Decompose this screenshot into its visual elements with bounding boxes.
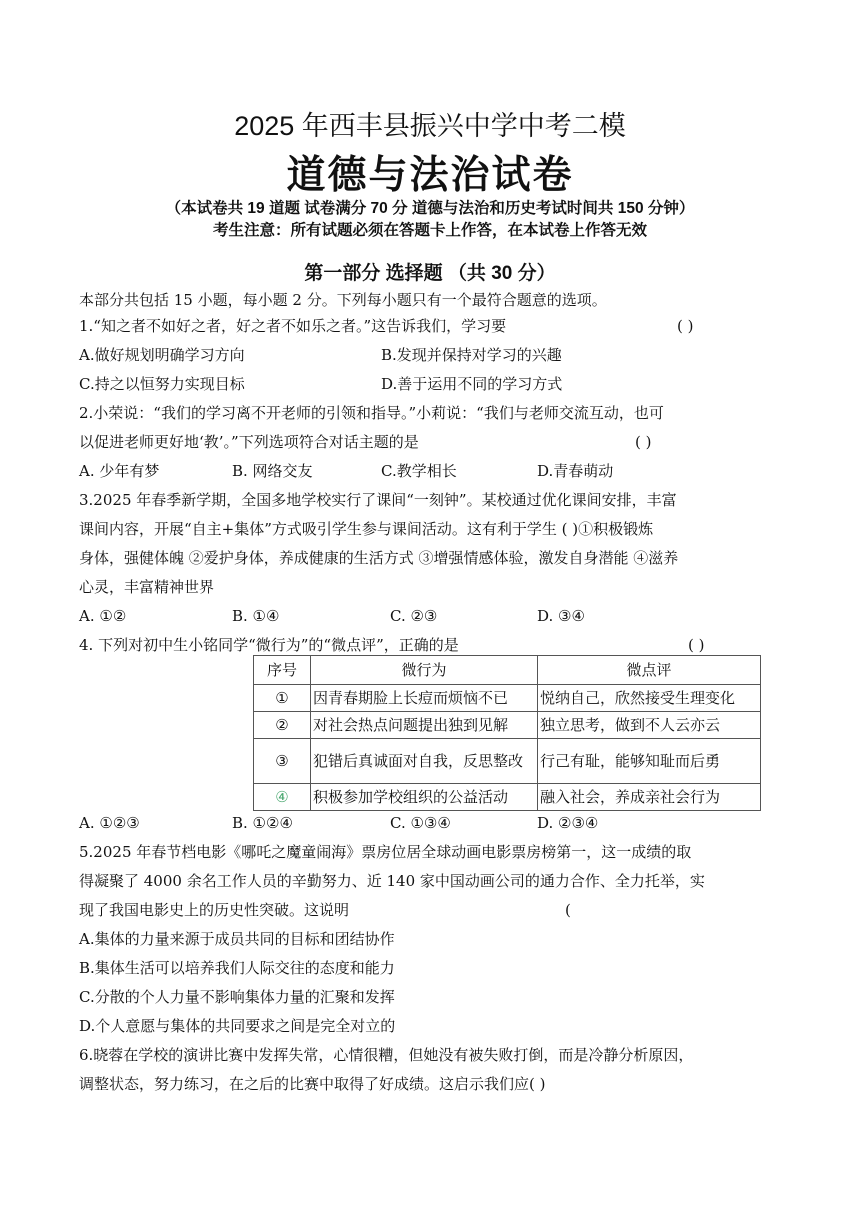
q5-option-c: C.分散的个人力量不影响集体力量的汇聚和发挥: [79, 988, 395, 1006]
q1-option-b: B.发现并保持对学习的兴趣: [381, 346, 562, 364]
table-row: [254, 712, 761, 739]
q3-option-b: B. ①④: [232, 607, 280, 625]
table-cell: 独立思考，做到不人云亦云: [538, 712, 761, 739]
table-row: [254, 685, 761, 712]
q4-option-a: A. ①②③: [79, 814, 140, 832]
q1-option-c: C.持之以恒努力实现目标: [79, 375, 245, 393]
q4-option-b: B. ①②④: [232, 814, 293, 832]
table-cell: 积极参加学校组织的公益活动: [311, 784, 538, 811]
table-cell: 犯错后真诚面对自我，反思整改: [311, 739, 538, 784]
table-header-cell: 序号: [254, 656, 311, 685]
q5-option-d: D.个人意愿与集体的共同要求之间是完全对立的: [79, 1017, 396, 1035]
q4-stem: 4. 下列对初中生小铭同学“微行为”的“微点评”，正确的是: [79, 636, 459, 654]
exam-title-subject: 道德与法治试卷: [286, 154, 574, 197]
q5-option-a: A.集体的力量来源于成员共同的目标和团结协作: [79, 930, 395, 948]
q3-stem-line4: 心灵，丰富精神世界: [79, 578, 215, 596]
table-header-cell: 微点评: [538, 656, 761, 685]
q2-answer-paren: ( ): [635, 433, 652, 451]
q5-option-b: B.集体生活可以培养我们人际交往的态度和能力: [79, 959, 395, 977]
table-cell: ④: [254, 784, 311, 811]
q4-table: [253, 655, 761, 811]
table-cell: 对社会热点问题提出独到见解: [311, 712, 538, 739]
table-cell: ②: [254, 712, 311, 739]
q1-option-d: D.善于运用不同的学习方式: [381, 375, 563, 393]
section-title: 第一部分 选择题 （共 30 分）: [304, 263, 556, 284]
q6-stem-line2: 调整状态，努力练习，在之后的比赛中取得了好成绩。这启示我们应( ): [79, 1075, 546, 1093]
q3-option-a: A. ①②: [79, 607, 127, 625]
q1-stem: 1.“知之者不如好之者，好之者不如乐之者。”这告诉我们，学习要: [79, 317, 507, 335]
q3-stem-line3: 身体，强健体魄 ②爱护身体，养成健康的生活方式 ③增强情感体验，激发自身潜能 ④滋养: [79, 549, 679, 567]
table-row: [254, 739, 761, 784]
q4-option-d: D. ②③④: [537, 814, 599, 832]
exam-title-line1: 2025 年西丰县振兴中学中考二模: [234, 111, 626, 141]
q5-stem-line3: 现了我国电影史上的历史性突破。这说明: [79, 901, 350, 919]
q2-option-c: C.教学相长: [381, 462, 457, 480]
table-cell: 因青春期脸上长痘而烦恼不已: [311, 685, 538, 712]
q2-option-a: A. 少年有梦: [79, 462, 160, 480]
exam-info: （本试卷共 19 道题 试卷满分 70 分 道德与法治和历史考试时间共 150 分钟）: [165, 200, 695, 217]
q2-option-d: D.青春萌动: [537, 462, 614, 480]
q6-stem-line1: 6.晓蓉在学校的演讲比赛中发挥失常，心情很糟，但她没有被失败打倒，而是冷静分析原因，: [79, 1046, 694, 1064]
exam-notice: 考生注意：所有试题必须在答题卡上作答，在本试卷上作答无效: [212, 222, 647, 239]
table-cell: ③: [254, 739, 311, 784]
q2-stem-line1: 2.小荣说：“我们的学习离不开老师的引领和指导。”小莉说：“我们与老师交流互动，也可: [79, 404, 664, 422]
q1-answer-paren: ( ): [677, 317, 694, 335]
table-cell: 融入社会，养成亲社会行为: [538, 784, 761, 811]
q2-stem-line2: 以促进老师更好地‘教’。”下列选项符合对话主题的是: [79, 433, 419, 451]
table-cell: ①: [254, 685, 311, 712]
section-intro: 本部分共包括 15 小题，每小题 2 分。下列每小题只有一个最符合题意的选项。: [79, 291, 607, 309]
q4-option-c: C. ①③④: [390, 814, 451, 832]
table-header-row: [254, 656, 761, 685]
q5-stem-line2: 得凝聚了 4000 余名工作人员的辛勤努力、近 140 家中国动画公司的通力合作、全力托举，实: [79, 872, 705, 890]
table-cell: 悦纳自己，欣然接受生理变化: [538, 685, 761, 712]
table-header-cell: 微行为: [311, 656, 538, 685]
q1-option-a: A.做好规划明确学习方向: [79, 346, 245, 364]
q4-answer-paren: ( ): [688, 636, 705, 654]
q3-option-c: C. ②③: [390, 607, 438, 625]
q3-stem-line2: 课间内容，开展“自主+集体”方式吸引学生参与课间活动。这有利于学生 ( )①积极锻炼: [79, 520, 654, 538]
q5-answer-paren: (: [565, 901, 571, 919]
table-cell: 行己有耻，能够知耻而后勇: [538, 739, 761, 784]
q3-stem-line1: 3.2025 年春季新学期，全国多地学校实行了课间“一刻钟”。某校通过优化课间安排，丰富: [79, 491, 677, 509]
q2-option-b: B. 网络交友: [232, 462, 313, 480]
table-row: [254, 784, 761, 811]
q5-stem-line1: 5.2025 年春节档电影《哪吒之魔童闹海》票房位居全球动画电影票房榜第一，这一成绩的取: [79, 843, 692, 861]
q3-option-d: D. ③④: [537, 607, 585, 625]
